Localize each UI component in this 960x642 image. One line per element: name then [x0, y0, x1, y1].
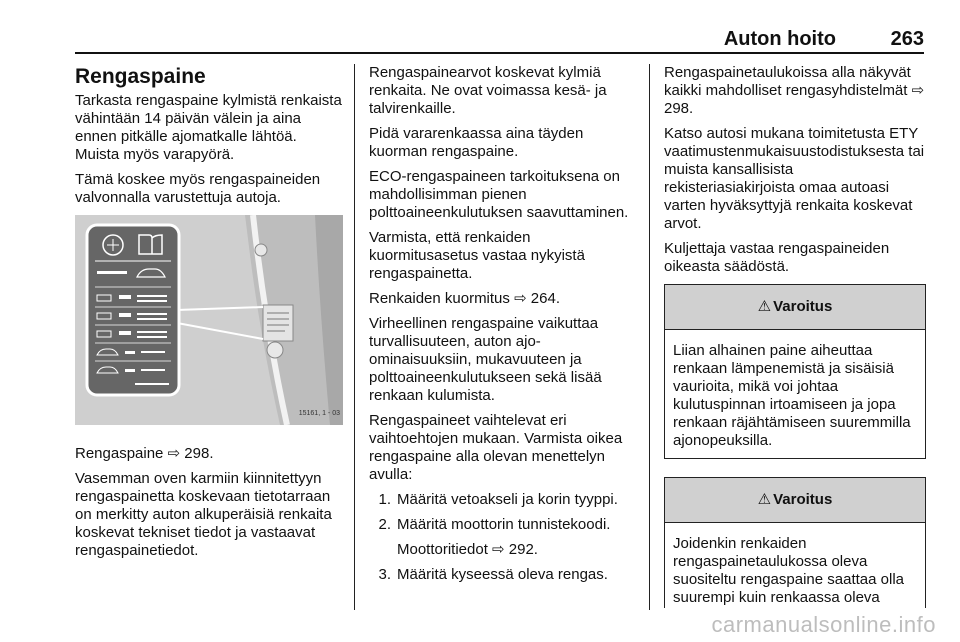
column-3: [664, 64, 926, 608]
paragraph: Varmista, että renkaiden kuormitusasetus vastaa nykyistä rengaspainetta.: [369, 229, 585, 282]
warning-title: Varoitus: [773, 491, 833, 508]
paragraph: Virheellinen rengaspaine vaikuttaa turvallisuuteen, auton ajo-ominaisuuksiin, mukavuuteen ja polttoaineenkulutukseen sekä lisää renkaan kulumista.: [369, 315, 602, 404]
procedure-list: [369, 491, 639, 584]
page-number: 263: [890, 28, 924, 50]
paragraph: Tarkasta rengaspaine kylmistä renkaista vähintään 14 päivän välein ja aina ennen pitkälle ajomatkalle lähtöä. Muista myös varapyörä.: [75, 92, 342, 163]
warning-header: [665, 285, 925, 330]
warning-box: [664, 477, 926, 608]
paragraph: Rengaspaineet vaihtelevat eri vaihtoehtojen mukaan. Varmista oikea rengaspaine alla olevan menettelyn avulla:: [369, 412, 623, 483]
paragraph: Katso autosi mukana toimitetusta ETY vaatimustenmukaisuustodistuksesta tai muista kansallisista rekisteriasiakirjoista omaa autoasi varten hyväksyttyjä renkaita koskevat arvot.: [664, 125, 925, 232]
paragraph: Kuljettaja vastaa rengaspaineiden oikeasta säädöstä.: [664, 240, 890, 275]
page-header: [75, 26, 924, 54]
column-divider: [354, 64, 355, 610]
step-sub-reference: Moottoritiedot ⇨ 292.: [397, 541, 538, 558]
chapter-title: Auton hoito: [723, 28, 836, 50]
warning-box: [664, 284, 926, 459]
list-item: 2. Määritä moottorin tunnistekoodi.: [378, 516, 611, 533]
paragraph: Rengaspainetaulukoissa alla näkyvät kaikki mahdolliset rengasyhdistelmät ⇨ 298.: [664, 64, 925, 117]
paragraph: Pidä vararenkaassa aina täyden kuorman rengaspaine.: [369, 125, 584, 160]
warning-body: Joidenkin renkaiden rengaspainetaulukossa oleva suositeltu rengaspaine saattaa olla suurempi kuin renkaassa oleva: [673, 535, 904, 606]
warning-body: Liian alhainen paine aiheuttaa renkaan lämpenemistä ja sisäisiä vaurioita, mikä voi johtaa kulutuspinnan irtoamiseen ja jopa renkaan räjähtämiseen suuremmilla ajonopeuksilla.: [673, 342, 911, 449]
list-item: 3. Määritä kyseessä oleva rengas.: [378, 566, 608, 583]
column-1: [75, 64, 343, 567]
warning-icon: ⚠: [757, 491, 772, 508]
warning-header: [665, 478, 925, 523]
figure-code: 15161, 1 - 03: [298, 410, 340, 417]
section-heading: Rengaspaine: [75, 65, 206, 88]
list-item: 1. Määritä vetoakseli ja korin tyyppi.: [378, 491, 618, 508]
paragraph: Tämä koskee myös rengaspaineiden valvonnalla varustettuja autoja.: [75, 171, 321, 206]
column-2: [369, 64, 639, 591]
column-divider: [649, 64, 650, 610]
warning-title: Varoitus: [773, 298, 833, 315]
watermark: carmanualsonline.info: [711, 612, 936, 637]
warning-icon: ⚠: [757, 298, 772, 315]
cross-reference: Rengaspaine ⇨ 298.: [75, 445, 214, 462]
paragraph: Rengaspainearvot koskevat kylmiä renkaita. Ne ovat voimassa kesä- ja talvirenkaille.: [369, 64, 607, 117]
tire-pressure-label-figure: [75, 215, 343, 425]
door-frame-illustration: [75, 215, 343, 425]
cross-reference: Renkaiden kuormitus ⇨ 264.: [369, 290, 561, 307]
paragraph: Vasemman oven karmiin kiinnitettyyn rengaspainetta koskevaan tietotarraan on merkitty auton alkuperäisiä renkaita koskevat tekniset tiedot ja vastaavat rengaspainetiedot.: [75, 470, 332, 559]
paragraph: ECO-rengaspaineen tarkoituksena on mahdollisimman pienen polttoaineenkulutuksen saavuttaminen.: [369, 168, 629, 221]
